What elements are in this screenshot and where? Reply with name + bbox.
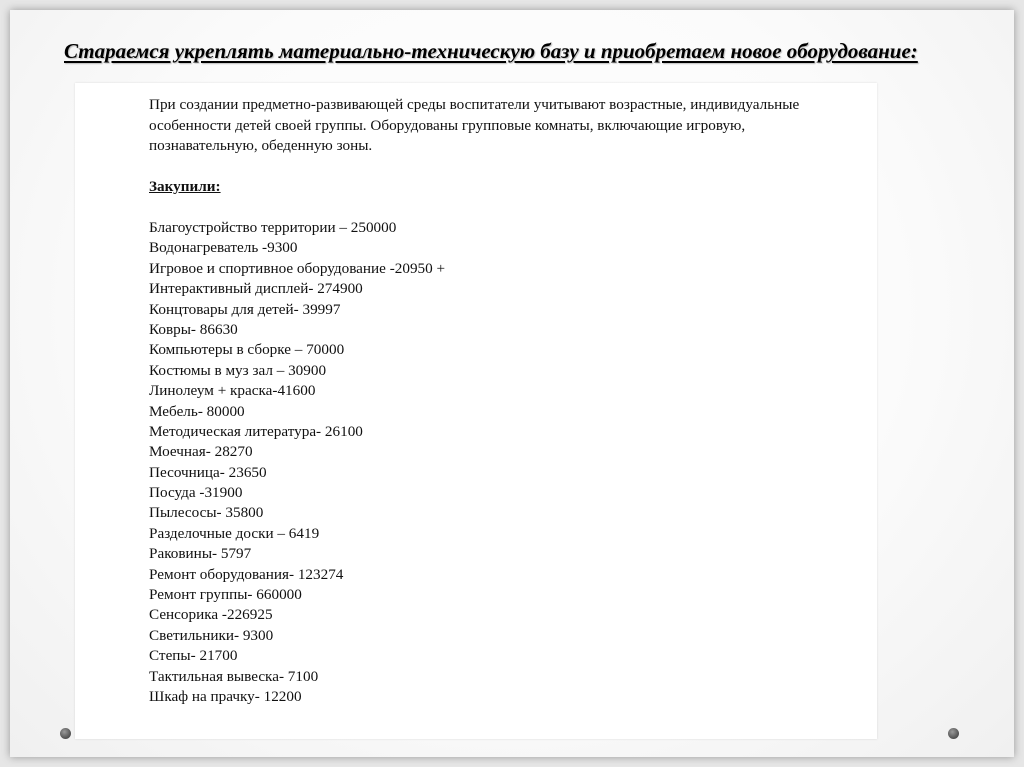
purchase-item: Линолеум + краска-41600 [149,382,316,400]
purchase-item: Компьютеры в сборке – 70000 [149,341,345,359]
purchase-item: Песочница- 23650 [149,463,267,481]
purchase-item: Моечная- 28270 [149,443,253,461]
purchase-item: Посуда -31900 [149,484,243,502]
purchase-item: Шкаф на прачку- 12200 [149,687,302,705]
purchase-item: Ковры- 86630 [149,320,238,338]
document-content [149,95,849,707]
purchase-item: Ремонт группы- 660000 [149,586,302,604]
bullet-dot-icon [948,728,959,739]
purchase-item: Интерактивный дисплей- 274900 [149,280,363,298]
purchase-item: Тактильная вывеска- 7100 [149,667,319,685]
purchase-item: Степы- 21700 [149,647,238,665]
presentation-slide [10,10,1014,757]
slide-title: Стараемся укреплять материально-техническую базу и приобретаем новое оборудование: [64,39,918,63]
purchase-item: Ремонт оборудования- 123274 [149,565,344,583]
purchase-item: Раковины- 5797 [149,545,252,563]
purchase-item: Светильники- 9300 [149,626,274,644]
purchase-item: Мебель- 80000 [149,402,245,420]
purchase-item: Сенсорика -226925 [149,606,273,624]
purchase-item: Пылесосы- 35800 [149,504,264,522]
purchase-list [149,218,849,707]
intro-paragraph: При создании предметно-развивающей среды воспитатели учитывают возрастные, индивидуальные особенности детей своей группы. Оборудованы групповые комнаты, включающие игровую, познавательную, обеденную зоны. [149,96,800,154]
purchases-heading: Закупили: [149,177,221,195]
purchase-item: Разделочные доски – 6419 [149,524,320,542]
bullet-dot-icon [60,728,71,739]
purchase-item: Концтовары для детей- 39997 [149,300,341,318]
purchase-item: Игровое и спортивное оборудование -20950 + [149,259,446,277]
purchase-item: Костюмы в муз зал – 30900 [149,361,327,379]
document-page [75,83,877,739]
purchase-item: Методическая литература- 26100 [149,422,363,440]
purchase-item: Водонагреватель -9300 [149,239,298,257]
purchase-item: Благоустройство территории – 250000 [149,219,397,236]
